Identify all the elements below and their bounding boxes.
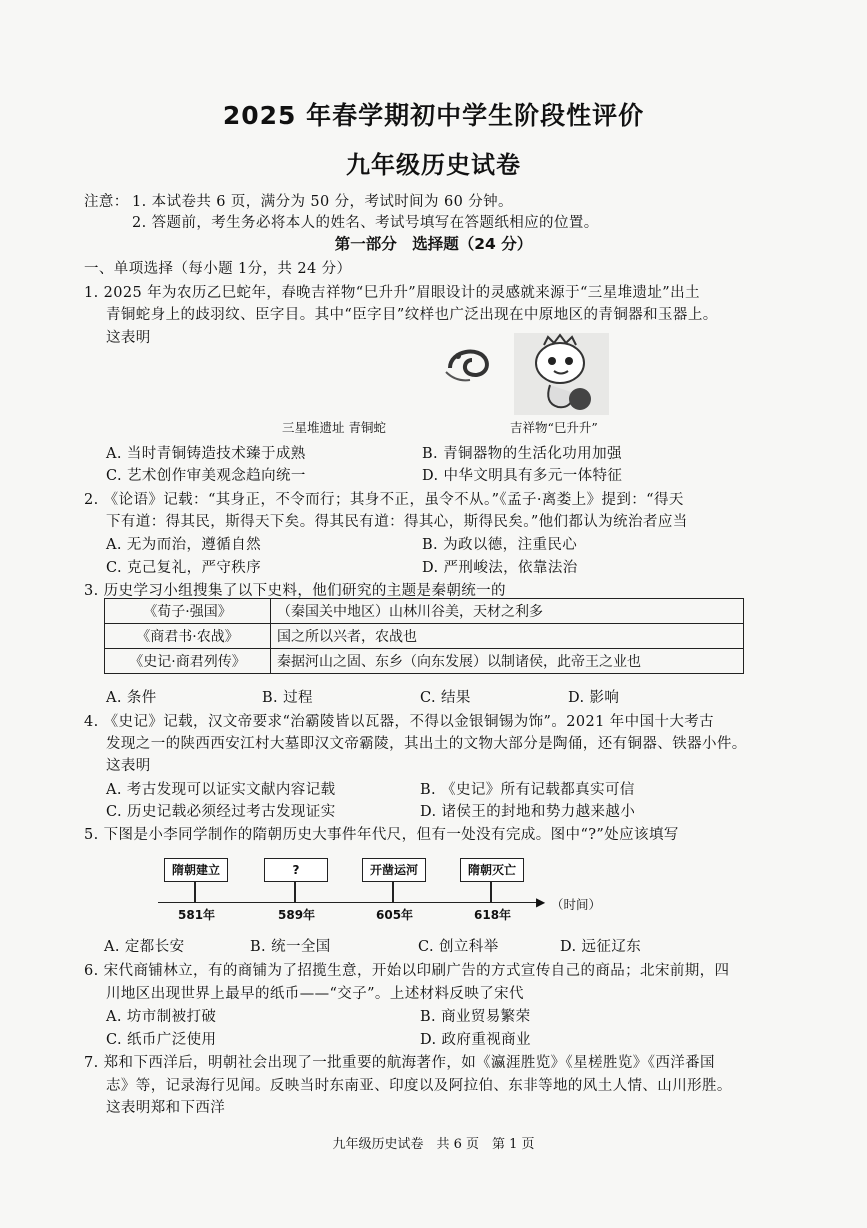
timeline-event: 开凿运河 bbox=[362, 858, 426, 882]
q5-option-c: C. 创立科举 bbox=[418, 939, 499, 955]
image-caption-mascot: 吉祥物“巳升升” bbox=[510, 420, 598, 435]
q2-option-b: B. 为政以德，注重民心 bbox=[422, 537, 578, 553]
timeline-year: 605年 bbox=[376, 908, 414, 922]
q2-line-1: 2. 《论语》记载：“其身正，不令而行；其身不正，虽令不从。”《孟子·离娄上》提到：“得天 bbox=[84, 492, 684, 508]
table-row bbox=[105, 599, 744, 624]
page-footer: 九年级历史试卷 共 6 页 第 1 页 bbox=[332, 1137, 535, 1152]
table-cell-source: 《史记·商君列传》 bbox=[105, 649, 271, 674]
q5-option-a: A. 定都长安 bbox=[104, 939, 185, 955]
q2-option-c: C. 克己复礼，严守秩序 bbox=[106, 560, 262, 576]
q4-line-2: 发现之一的陕西西安江村大墓即汉文帝霸陵，其出土的文物大部分是陶俑，还有铜器、铁器小件。 bbox=[106, 736, 747, 752]
q4-option-a: A. 考古发现可以证实文献内容记载 bbox=[106, 782, 336, 798]
q7-line-1: 7. 郑和下西洋后，明朝社会出现了一批重要的航海著作，如《瀛涯胜览》《星槎胜览》《西洋番国 bbox=[84, 1055, 715, 1071]
notes-prefix: 注意： bbox=[84, 194, 129, 210]
timeline-tick bbox=[490, 896, 492, 903]
q1-line-2: 青铜蛇身上的歧羽纹、臣字目。其中“臣字目”纹样也广泛出现在中原地区的青铜器和玉器上。 bbox=[106, 307, 718, 323]
q6-option-a: A. 坊市制被打破 bbox=[106, 1009, 217, 1025]
timeline-year: 581年 bbox=[178, 908, 216, 922]
timeline-year: 618年 bbox=[474, 908, 512, 922]
q3-option-b: B. 过程 bbox=[262, 690, 313, 706]
bronze-snake-image bbox=[440, 338, 500, 392]
q1-option-c: C. 艺术创作审美观念趋向统一 bbox=[106, 468, 306, 484]
timeline-year: 589年 bbox=[278, 908, 316, 922]
mascot-image bbox=[514, 333, 609, 419]
q4-line-1: 4. 《史记》记载，汉文帝要求“治霸陵皆以瓦器，不得以金银铜锡为饰”。2021 年中国十大考古 bbox=[84, 714, 715, 730]
section-heading: 一、单项选择（每小题 1分，共 24 分） bbox=[84, 261, 352, 277]
q4-option-d: D. 诸侯王的封地和势力越来越小 bbox=[420, 804, 636, 820]
q3-option-c: C. 结果 bbox=[420, 690, 471, 706]
q3-option-a: A. 条件 bbox=[106, 690, 157, 706]
q4-option-c: C. 历史记载必须经过考古发现证实 bbox=[106, 804, 336, 820]
timeline-arrow-icon: ▶ bbox=[536, 895, 546, 909]
timeline-axis bbox=[158, 902, 538, 903]
source-table bbox=[104, 598, 744, 674]
table-cell-text: （秦国关中地区）山林川谷美，天材之利多 bbox=[271, 599, 744, 624]
q5-line-1: 5. 下图是小李同学制作的隋朝历史大事件年代尺，但有一处没有完成。图中“?”处应该填写 bbox=[84, 827, 679, 843]
notes-line-1: 1. 本试卷共 6 页，满分为 50 分，考试时间为 60 分钟。 bbox=[132, 194, 513, 210]
timeline-tick bbox=[294, 896, 296, 903]
q5-option-d: D. 远征辽东 bbox=[560, 939, 642, 955]
section-title: 第一部分 选择题（24 分） bbox=[334, 235, 533, 253]
q4-line-3: 这表明 bbox=[106, 758, 151, 774]
exam-subtitle: 九年级历史试卷 bbox=[346, 151, 521, 179]
timeline-event: 隋朝建立 bbox=[164, 858, 228, 882]
q2-option-a: A. 无为而治，遵循自然 bbox=[106, 537, 261, 553]
q1-option-a: A. 当时青铜铸造技术臻于成熟 bbox=[106, 446, 306, 462]
q1-option-d: D. 中华文明具有多元一体特征 bbox=[422, 468, 623, 484]
table-row bbox=[105, 624, 744, 649]
table-cell-source: 《商君书·农战》 bbox=[105, 624, 271, 649]
timeline-tick bbox=[392, 896, 394, 903]
exam-title: 2025 年春学期初中学生阶段性评价 bbox=[222, 101, 645, 130]
q4-option-b: B. 《史记》所有记载都真实可信 bbox=[420, 782, 635, 798]
q6-line-2: 川地区出现世界上最早的纸币——“交子”。上述材料反映了宋代 bbox=[106, 986, 524, 1002]
q2-option-d: D. 严刑峻法，依靠法治 bbox=[422, 560, 578, 576]
q7-line-3: 这表明郑和下西洋 bbox=[106, 1100, 226, 1116]
table-cell-text: 秦据河山之固、东乡（向东发展）以制诸侯，此帝王之业也 bbox=[271, 649, 744, 674]
q1-line-3: 这表明 bbox=[106, 330, 151, 346]
table-row bbox=[105, 649, 744, 674]
q6-option-d: D. 政府重视商业 bbox=[420, 1032, 531, 1048]
q6-option-b: B. 商业贸易繁荣 bbox=[420, 1009, 531, 1025]
timeline-tick bbox=[194, 896, 196, 903]
q5-option-b: B. 统一全国 bbox=[250, 939, 331, 955]
q2-line-2: 下有道：得其民，斯得天下矣。得其民有道：得其心，斯得民矣。”他们都认为统治者应当 bbox=[106, 514, 688, 530]
timeline-event: 隋朝灭亡 bbox=[460, 858, 524, 882]
q3-option-d: D. 影响 bbox=[568, 690, 620, 706]
q6-option-c: C. 纸币广泛使用 bbox=[106, 1032, 217, 1048]
timeline-axis-label: （时间） bbox=[551, 897, 602, 912]
notes-line-2: 2. 答题前，考生务必将本人的姓名、考试号填写在答题纸相应的位置。 bbox=[132, 215, 599, 231]
q6-line-1: 6. 宋代商铺林立，有的商铺为了招揽生意，开始以印刷广告的方式宣传自己的商品；北宋前期，四 bbox=[84, 963, 730, 979]
q1-line-1: 1. 2025 年为农历乙巳蛇年，春晚吉祥物“巳升升”眉眼设计的灵感就来源于“三星堆遗址”出土 bbox=[84, 285, 700, 301]
table-cell-text: 国之所以兴者，农战也 bbox=[271, 624, 744, 649]
image-caption-snake: 三星堆遗址 青铜蛇 bbox=[282, 420, 386, 435]
table-cell-source: 《荀子·强国》 bbox=[105, 599, 271, 624]
q1-option-b: B. 青铜器物的生活化功用加强 bbox=[422, 446, 622, 462]
q3-line-1: 3. 历史学习小组搜集了以下史料，他们研究的主题是秦朝统一的 bbox=[84, 583, 506, 599]
q7-line-2: 志》等，记录海行见闻。反映当时东南亚、印度以及阿拉伯、东非等地的风土人情、山川形胜。 bbox=[106, 1078, 732, 1094]
timeline-event-missing: ? bbox=[264, 858, 328, 882]
